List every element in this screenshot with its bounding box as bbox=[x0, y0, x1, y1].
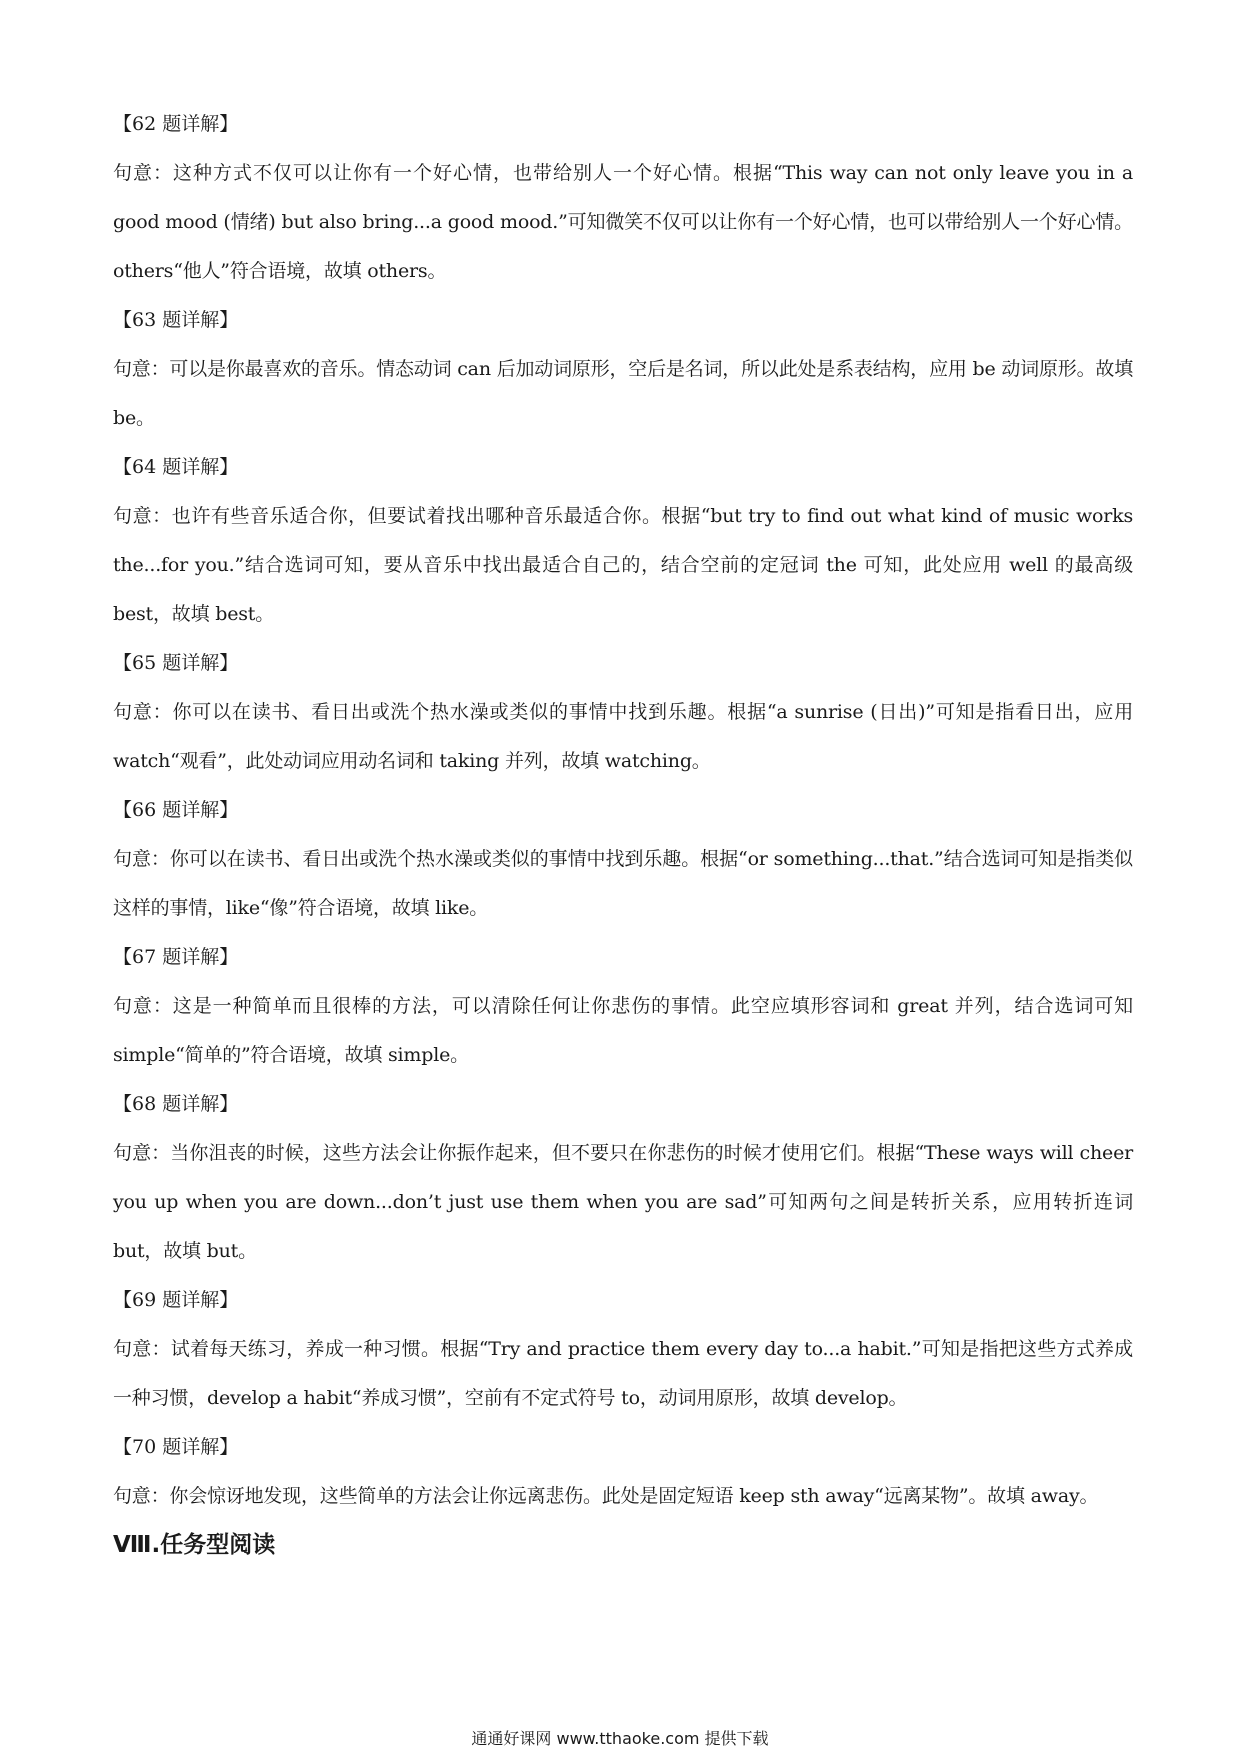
explanation-heading: 【69 题详解】 bbox=[113, 1289, 239, 1311]
explanation-66 bbox=[113, 786, 1133, 933]
explanation-heading: 【62 题详解】 bbox=[113, 113, 239, 135]
explanation-text: 句意：你可以在读书、看日出或洗个热水澡或类似的事情中找到乐趣。根据“a sunrise (日出)”可知是指看日出，应用 watch“观看”，此处动词应用动名词和 taking 并列，故填 watching。 bbox=[113, 701, 1133, 772]
answer-explanations bbox=[113, 100, 1133, 1570]
explanation-text: 句意：你会惊讶地发现，这些简单的方法会让你远离悲伤。此处是固定短语 keep sth away“远离某物”。故填 away。 bbox=[113, 1485, 1099, 1507]
explanation-68 bbox=[113, 1080, 1133, 1276]
explanation-70 bbox=[113, 1423, 1133, 1521]
page-footer: 通通好课网 www.tthaoke.com 提供下载 bbox=[471, 1729, 769, 1748]
explanation-text: 句意：也许有些音乐适合你，但要试着找出哪种音乐最适合你。根据“but try to find out what kind of music works the...for you.”结合选词可知，要从音乐中找出最适合自己的，结合空前的定冠词 the 可知，此处应用 well 的最高级 best，故填 best。 bbox=[113, 505, 1133, 625]
explanation-text: 句意：这种方式不仅可以让你有一个好心情，也带给别人一个好心情。根据“This way can not only leave you in a good mood (情绪) but also bring...a good mood.”可知微笑不仅可以让你有一个好心情，也可以带给别人一个好心情。others“他人”符合语境，故填 others。 bbox=[113, 162, 1133, 282]
explanation-69 bbox=[113, 1276, 1133, 1423]
explanation-64 bbox=[113, 443, 1133, 639]
explanation-heading: 【63 题详解】 bbox=[113, 309, 239, 331]
explanation-text: 句意：当你沮丧的时候，这些方法会让你振作起来，但不要只在你悲伤的时候才使用它们。根据“These ways will cheer you up when you are down...don’t just use them when you are sad”可知两句之间是转折关系，应用转折连词 but，故填 but。 bbox=[113, 1142, 1133, 1262]
explanation-heading: 【68 题详解】 bbox=[113, 1093, 239, 1115]
explanation-heading: 【64 题详解】 bbox=[113, 456, 239, 478]
explanation-67 bbox=[113, 933, 1133, 1080]
explanation-text: 句意：试着每天练习，养成一种习惯。根据“Try and practice them every day to...a habit.”可知是指把这些方式养成一种习惯，develop a habit“养成习惯”，空前有不定式符号 to，动词用原形，故填 develop。 bbox=[113, 1338, 1133, 1409]
explanation-62 bbox=[113, 100, 1133, 296]
explanation-65 bbox=[113, 639, 1133, 786]
explanation-heading: 【66 题详解】 bbox=[113, 799, 239, 821]
explanation-text: 句意：可以是你最喜欢的音乐。情态动词 can 后加动词原形，空后是名词，所以此处是系表结构，应用 be 动词原形。故填 be。 bbox=[113, 358, 1133, 429]
explanation-text: 句意：你可以在读书、看日出或洗个热水澡或类似的事情中找到乐趣。根据“or something...that.”结合选词可知是指类似这样的事情，like“像”符合语境，故填 like。 bbox=[113, 848, 1133, 919]
explanation-heading: 【70 题详解】 bbox=[113, 1436, 239, 1458]
explanation-63 bbox=[113, 296, 1133, 443]
explanation-text: 句意：这是一种简单而且很棒的方法，可以清除任何让你悲伤的事情。此空应填形容词和 great 并列，结合选词可知 simple“简单的”符合语境，故填 simple。 bbox=[113, 995, 1133, 1066]
part-title: Ⅷ.任务型阅读 bbox=[113, 1532, 276, 1558]
explanation-heading: 【67 题详解】 bbox=[113, 946, 239, 968]
explanation-heading: 【65 题详解】 bbox=[113, 652, 239, 674]
